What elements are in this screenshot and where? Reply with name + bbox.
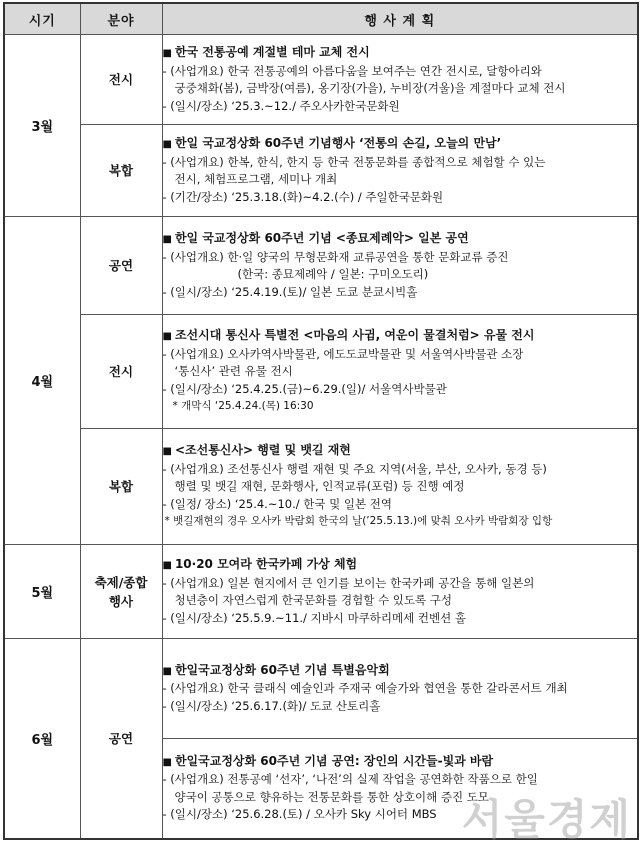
- event-line: - (사업개요) 한·일 양국의 무형문화재 교류공연을 통한 문화교류 증진: [162, 249, 509, 264]
- event-title: ■ 한일국교정상화 60주년 기념 공연: 장인의 시간들-빛과 바람: [163, 753, 638, 772]
- event-line: - (사업개요) 한복, 한식, 한지 등 한국 전통문화를 종합적으로 체험할 수 있는: [162, 154, 546, 169]
- watermark-logo: 서울경제: [461, 795, 632, 844]
- event-line: 궁중채화(봄), 금박장(여름), 옹기장(가을), 누비장(겨울)을 계절마다 교체 전시: [174, 81, 566, 95]
- table-row: [4, 125, 638, 217]
- event-schedule-table: [3, 2, 639, 840]
- field-festival-line1: 축제/종합: [94, 574, 148, 590]
- event-tongsinsa-exhibition: [162, 315, 638, 429]
- event-title: ■ 한일국교정상화 60주년 기념 특별음악회: [163, 662, 638, 681]
- event-line: 청년층이 자연스럽게 한국문화를 경험할 수 있도록 구성: [174, 593, 452, 607]
- event-korean-cafe: [162, 545, 638, 639]
- event-title: ■ 한일 국교정상화 60주년 기념행사 ‘전통의 손길, 오늘의 만남’: [163, 135, 638, 154]
- month-june: 6월: [4, 639, 80, 839]
- table-row: [4, 315, 638, 429]
- event-line: 양국이 공통으로 향유하는 전통문화를 통한 상호이해 증진 도모: [174, 789, 489, 804]
- field-exhibit: 전시: [80, 315, 162, 429]
- field-festival: [80, 545, 162, 639]
- event-jongmyo-performance: [162, 217, 638, 315]
- table-row: [4, 35, 638, 125]
- month-may: 5월: [4, 545, 80, 639]
- month-march: 3월: [4, 35, 80, 217]
- table-header-row: [4, 3, 638, 35]
- event-line: - (사업개요) 한국 클래식 예술인과 주재국 예술가와 협연을 통한 갈라콘서트 개최: [162, 681, 568, 696]
- event-tradition-meeting: [162, 125, 638, 217]
- event-line: 전시, 체험프로그램, 세미나 개최: [174, 172, 338, 186]
- event-title: ■ 한국 전통공예 계절별 테마 교체 전시: [163, 44, 638, 63]
- event-procession-reenactment: [162, 429, 638, 545]
- header-plan: 행 사 계 획: [162, 3, 638, 35]
- field-complex: 복합: [80, 429, 162, 545]
- event-special-concert: [162, 639, 638, 739]
- event-craft-exhibition: [162, 35, 638, 125]
- event-title: ■ 조선시대 통신사 특별전 <마음의 사귐, 여운이 물결처럼> 유물 전시: [163, 327, 638, 346]
- event-title: ■ 10·20 모여라 한국카페 가상 체험: [163, 556, 638, 575]
- event-line: - (일시/장소) ‘25.6.17.(화)/ 도쿄 산토리홀: [162, 698, 381, 713]
- field-complex: 복합: [80, 125, 162, 217]
- field-perform: 공연: [80, 217, 162, 315]
- table-row: [4, 545, 638, 639]
- table-row: [4, 639, 638, 739]
- event-line: - (사업개요) 조선통신사 행렬 재현 및 주요 지역(서울, 부산, 오사카, 동경 등): [162, 461, 547, 476]
- event-line: (한국: 종묘제례악 / 일본: 구미오도리): [237, 267, 429, 281]
- field-exhibit: 전시: [80, 35, 162, 125]
- table-row: [4, 217, 638, 315]
- event-line: - (일정/ 장소) ‘25.4.~10./ 한국 및 일본 전역: [162, 496, 392, 511]
- event-line: - (사업개요) 한국 전통공예의 아름다움을 보여주는 연간 전시로, 달항아리와: [162, 63, 542, 78]
- header-period: 시기: [4, 3, 80, 35]
- event-line: - (기간/장소) ‘25.3.18.(화)~4.2.(수) / 주일한국문화원: [162, 189, 444, 204]
- event-line: - (사업개요) 일본 현지에서 큰 인기를 보이는 한국카페 공간을 통해 일본의: [162, 575, 535, 590]
- field-festival-line2: 행사: [108, 593, 134, 609]
- field-perform: 공연: [80, 639, 162, 839]
- event-line: - (사업개요) 오사카역사박물관, 에도도쿄박물관 및 서울역사박물관 소장: [162, 346, 524, 361]
- event-line: ‘통신사’ 관련 유물 전시: [174, 364, 293, 379]
- event-note: * 뱃길재현의 경우 오사카 박람회 한국의 날(’25.5.13.)에 맞춰 오사카 박람회장 입항: [164, 515, 553, 528]
- event-line: - (일시/장소) ‘25.4.25.(금)~6.29.(일)/ 서울역사박물관: [162, 381, 447, 396]
- header-field: 분야: [80, 3, 162, 35]
- event-title: ■ <조선통신사> 행렬 및 뱃길 재현: [163, 442, 638, 461]
- event-line: 행렬 및 뱃길 재현, 문화행사, 인적교류(포럼) 등 진행 예정: [174, 479, 465, 494]
- event-title: ■ 한일 국교정상화 60주년 기념 <종묘제례악> 일본 공연: [163, 230, 638, 249]
- event-line: - (일시/장소) ‘25.5.9.~11./ 지바시 마쿠하리메세 컨벤션 홀: [162, 610, 466, 625]
- event-note: * 개막식 ‘25.4.24.(목) 16:30: [172, 400, 314, 413]
- table-row: [4, 429, 638, 545]
- event-line: - (일시/장소) ‘25.6.28.(토) / 오사카 Sky 시어터 MBS: [162, 807, 437, 822]
- event-line: - (일시/장소) ‘25.4.19.(토)/ 일본 도쿄 분쿄시빅홀: [162, 284, 418, 299]
- month-april: 4월: [4, 217, 80, 545]
- event-line: - (사업개요) 전통공예 ‘선자’, ‘나전’의 실제 작업을 공연화한 작품으로 한일: [162, 772, 538, 787]
- event-line: - (일시/장소) ‘25.3.~12./ 주오사카한국문화원: [162, 98, 400, 113]
